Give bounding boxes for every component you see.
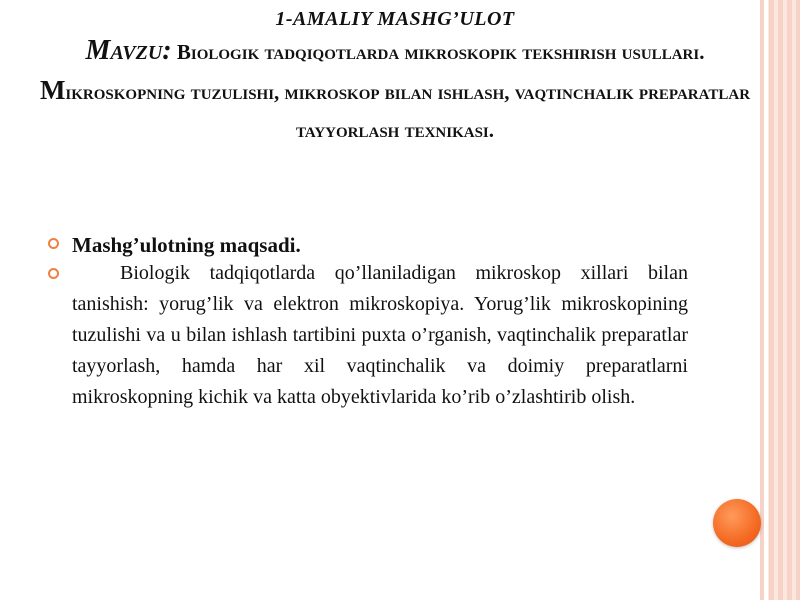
slide-header	[30, 6, 760, 149]
title-capital: M	[39, 75, 66, 105]
slide-content	[48, 226, 688, 413]
bullet-ring-icon	[48, 238, 59, 249]
list-item-body	[48, 258, 688, 413]
title-part-2: ikroskopning tuzulishi, mikroskop bilan ishlash, vaqtinchalik preparatlar tayyorlash texnikasi.	[65, 80, 751, 142]
list-item-heading	[48, 230, 688, 260]
stripe-divider	[764, 0, 768, 600]
objective-text: Biologik tadqiqotlarda qo’llaniladigan mikroskop xillari bilan tanishish: yorug’lik va elektron mikroskopiya. Yorug’lik mikroskopining tuzulishi va u bilan ishlash tartibini puxta o’rganish, vaqtinchalik preparatlar tayyorlash, hamda har xil vaqtinchalik va doimiy preparatlarni mikroskopning kichik va katta obyektivlarida ko’rib o’zlashtirib olish.	[72, 262, 688, 408]
slide-title	[30, 32, 760, 149]
bullet-ring-icon	[48, 268, 59, 279]
title-lead: Mavzu:	[85, 35, 172, 66]
objective-heading: Mashg’ulotning maqsadi.	[72, 233, 301, 257]
slide-subtitle: 1-AMALIY MASHG’ULOT	[275, 8, 515, 30]
title-part-1: Biologik tadqiqotlarda mikroskopik tekshirish usullari.	[171, 40, 705, 64]
orange-circle-decoration	[713, 499, 761, 547]
